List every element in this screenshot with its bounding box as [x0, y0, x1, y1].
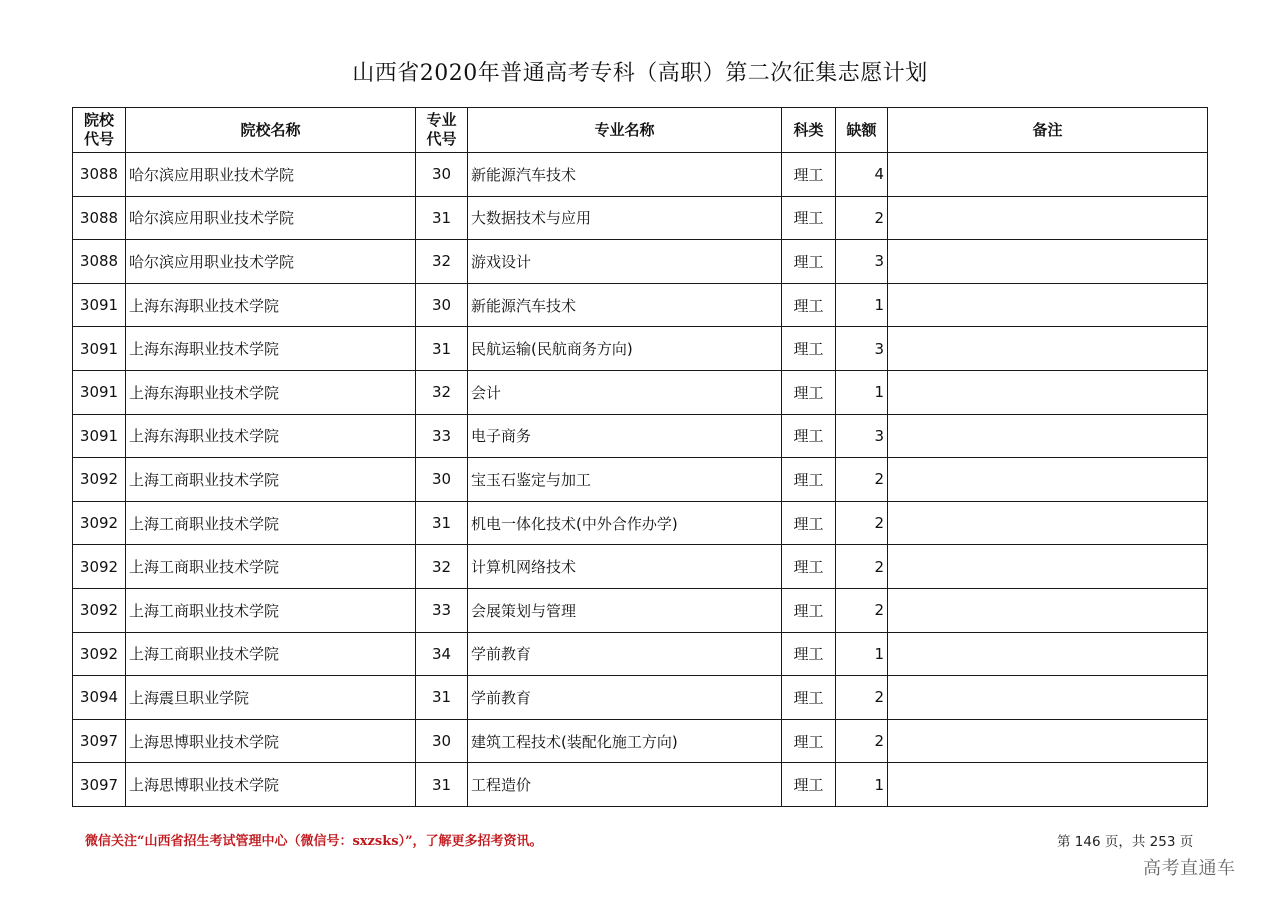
cell-category: 理工 [782, 414, 836, 458]
cell-major-code: 31 [416, 676, 468, 720]
table-row [73, 196, 1208, 240]
cell-school-code: 3091 [73, 327, 126, 371]
cell-school-code: 3092 [73, 588, 126, 632]
cell-school-name: 上海东海职业技术学院 [126, 414, 416, 458]
table-row [73, 545, 1208, 589]
cell-major-code: 32 [416, 240, 468, 284]
cell-major-name: 电子商务 [468, 414, 782, 458]
cell-notes [888, 719, 1208, 763]
table-row [73, 763, 1208, 807]
cell-major-name: 学前教育 [468, 632, 782, 676]
cell-category: 理工 [782, 719, 836, 763]
cell-school-code: 3092 [73, 458, 126, 502]
cell-school-code: 3088 [73, 196, 126, 240]
cell-school-name: 上海东海职业技术学院 [126, 370, 416, 414]
cell-major-code: 30 [416, 283, 468, 327]
cell-major-name: 新能源汽车技术 [468, 153, 782, 197]
cell-major-code: 30 [416, 458, 468, 502]
table-row [73, 632, 1208, 676]
header-major-name: 专业名称 [468, 108, 782, 153]
cell-notes [888, 327, 1208, 371]
cell-category: 理工 [782, 588, 836, 632]
cell-major-name: 会展策划与管理 [468, 588, 782, 632]
cell-major-name: 新能源汽车技术 [468, 283, 782, 327]
table-row [73, 719, 1208, 763]
cell-quota: 2 [836, 588, 888, 632]
cell-major-name: 机电一体化技术(中外合作办学) [468, 501, 782, 545]
cell-school-code: 3091 [73, 283, 126, 327]
watermark-text: 高考直通车 [1143, 858, 1236, 879]
cell-major-name: 工程造价 [468, 763, 782, 807]
wechat-notice: 微信关注“山西省招生考试管理中心（微信号：sxzsks）”，了解更多招考资讯。 [85, 834, 543, 849]
table-row [73, 414, 1208, 458]
cell-category: 理工 [782, 196, 836, 240]
cell-major-code: 31 [416, 327, 468, 371]
cell-quota: 3 [836, 327, 888, 371]
cell-school-name: 上海工商职业技术学院 [126, 458, 416, 502]
table-row [73, 458, 1208, 502]
cell-major-name: 民航运输(民航商务方向) [468, 327, 782, 371]
cell-quota: 3 [836, 414, 888, 458]
cell-category: 理工 [782, 632, 836, 676]
cell-major-code: 34 [416, 632, 468, 676]
cell-major-name: 学前教育 [468, 676, 782, 720]
header-school-code-line2: 代号 [83, 130, 114, 148]
cell-quota: 1 [836, 632, 888, 676]
table-row [73, 240, 1208, 284]
cell-school-name: 上海东海职业技术学院 [126, 283, 416, 327]
cell-notes [888, 632, 1208, 676]
cell-category: 理工 [782, 240, 836, 284]
table-header-row [73, 108, 1208, 153]
cell-school-code: 3094 [73, 676, 126, 720]
header-notes: 备注 [888, 108, 1208, 153]
cell-category: 理工 [782, 545, 836, 589]
cell-notes [888, 676, 1208, 720]
cell-quota: 4 [836, 153, 888, 197]
cell-notes [888, 153, 1208, 197]
cell-major-name: 大数据技术与应用 [468, 196, 782, 240]
cell-school-code: 3092 [73, 545, 126, 589]
table-row [73, 676, 1208, 720]
cell-quota: 2 [836, 676, 888, 720]
cell-school-name: 上海思博职业技术学院 [126, 719, 416, 763]
cell-notes [888, 240, 1208, 284]
cell-school-name: 上海震旦职业学院 [126, 676, 416, 720]
cell-quota: 2 [836, 501, 888, 545]
cell-major-code: 32 [416, 370, 468, 414]
cell-major-code: 31 [416, 501, 468, 545]
cell-quota: 2 [836, 196, 888, 240]
cell-school-code: 3092 [73, 501, 126, 545]
cell-major-name: 计算机网络技术 [468, 545, 782, 589]
cell-notes [888, 545, 1208, 589]
cell-major-code: 33 [416, 588, 468, 632]
cell-school-code: 3088 [73, 240, 126, 284]
table-row [73, 370, 1208, 414]
cell-category: 理工 [782, 327, 836, 371]
cell-school-name: 哈尔滨应用职业技术学院 [126, 240, 416, 284]
cell-school-name: 上海工商职业技术学院 [126, 632, 416, 676]
cell-quota: 2 [836, 458, 888, 502]
cell-school-code: 3097 [73, 763, 126, 807]
cell-school-code: 3091 [73, 414, 126, 458]
page-title: 山西省2020年普通高考专科（高职）第二次征集志愿计划 [352, 61, 928, 86]
table-body [73, 153, 1208, 807]
header-major-code [416, 108, 468, 153]
cell-quota: 2 [836, 719, 888, 763]
cell-notes [888, 414, 1208, 458]
header-school-name: 院校名称 [126, 108, 416, 153]
cell-major-name: 游戏设计 [468, 240, 782, 284]
cell-major-name: 会计 [468, 370, 782, 414]
cell-quota: 3 [836, 240, 888, 284]
cell-school-name: 上海东海职业技术学院 [126, 327, 416, 371]
cell-category: 理工 [782, 763, 836, 807]
table-row [73, 501, 1208, 545]
cell-major-name: 建筑工程技术(装配化施工方向) [468, 719, 782, 763]
cell-notes [888, 370, 1208, 414]
cell-major-code: 31 [416, 763, 468, 807]
header-major-code-line2: 代号 [426, 130, 457, 148]
cell-notes [888, 763, 1208, 807]
cell-quota: 1 [836, 763, 888, 807]
header-quota: 缺额 [836, 108, 888, 153]
cell-quota: 2 [836, 545, 888, 589]
cell-category: 理工 [782, 283, 836, 327]
cell-school-name: 哈尔滨应用职业技术学院 [126, 153, 416, 197]
header-school-code-line1: 院校 [83, 111, 114, 129]
enrollment-plan-table [72, 107, 1208, 807]
cell-category: 理工 [782, 370, 836, 414]
cell-quota: 1 [836, 283, 888, 327]
cell-school-code: 3091 [73, 370, 126, 414]
cell-major-name: 宝玉石鉴定与加工 [468, 458, 782, 502]
cell-major-code: 30 [416, 719, 468, 763]
cell-major-code: 30 [416, 153, 468, 197]
cell-major-code: 31 [416, 196, 468, 240]
cell-notes [888, 588, 1208, 632]
cell-notes [888, 458, 1208, 502]
table-row [73, 283, 1208, 327]
header-category: 科类 [782, 108, 836, 153]
cell-category: 理工 [782, 501, 836, 545]
table-row [73, 153, 1208, 197]
cell-school-code: 3088 [73, 153, 126, 197]
cell-school-name: 上海工商职业技术学院 [126, 545, 416, 589]
page-number: 第 146 页，共 253 页 [1057, 834, 1194, 850]
cell-school-name: 上海工商职业技术学院 [126, 588, 416, 632]
header-school-code [73, 108, 126, 153]
cell-major-code: 32 [416, 545, 468, 589]
cell-school-code: 3097 [73, 719, 126, 763]
cell-school-name: 哈尔滨应用职业技术学院 [126, 196, 416, 240]
cell-notes [888, 501, 1208, 545]
table-row [73, 588, 1208, 632]
cell-category: 理工 [782, 458, 836, 502]
cell-category: 理工 [782, 153, 836, 197]
cell-notes [888, 283, 1208, 327]
header-major-code-line1: 专业 [426, 111, 457, 129]
cell-category: 理工 [782, 676, 836, 720]
cell-school-name: 上海思博职业技术学院 [126, 763, 416, 807]
cell-school-code: 3092 [73, 632, 126, 676]
cell-major-code: 33 [416, 414, 468, 458]
cell-notes [888, 196, 1208, 240]
cell-quota: 1 [836, 370, 888, 414]
table-row [73, 327, 1208, 371]
cell-school-name: 上海工商职业技术学院 [126, 501, 416, 545]
